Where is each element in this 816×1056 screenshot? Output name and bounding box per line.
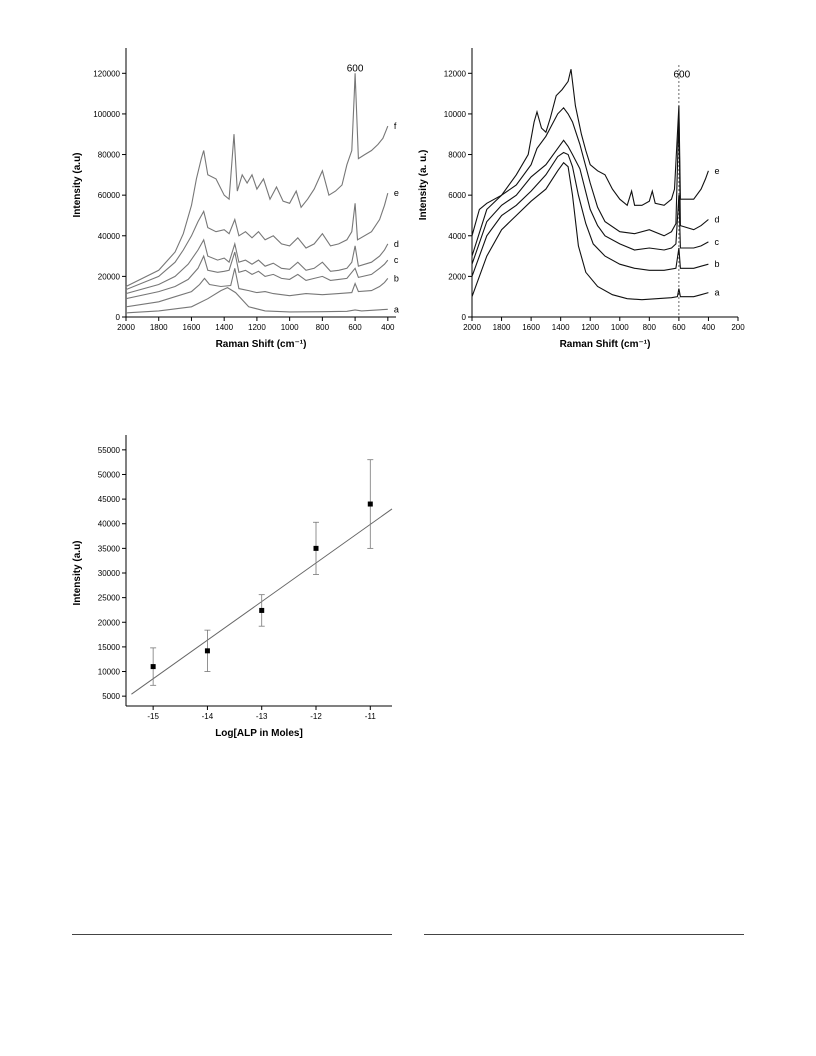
- x-tick-label: 200: [731, 323, 745, 332]
- series-label-f: f: [393, 121, 397, 132]
- y-tick-label: 10000: [443, 109, 466, 119]
- y-tick-label: 15000: [97, 642, 120, 652]
- x-tick-label: 1200: [248, 323, 266, 332]
- y-tick-label: 6000: [448, 191, 466, 201]
- x-tick-label: -13: [255, 712, 268, 721]
- x-tick-label: 1000: [610, 323, 629, 332]
- data-point: [205, 648, 210, 653]
- series-label-e: e: [393, 188, 399, 199]
- series-label-d: d: [393, 238, 399, 249]
- y-tick-label: 12000: [443, 69, 466, 79]
- x-tick-label: -11: [364, 712, 376, 721]
- series-label-e: e: [714, 165, 720, 176]
- series-label-d: d: [714, 214, 720, 225]
- y-tick-label: 4000: [448, 231, 466, 241]
- x-tick-label: -12: [310, 712, 322, 721]
- series-line-c: [472, 140, 708, 264]
- y-tick-label: 80000: [97, 150, 120, 160]
- x-tick-label: 800: [642, 323, 657, 332]
- series-line-f: [126, 73, 388, 286]
- y-tick-label: 100000: [93, 109, 120, 119]
- series-line-b: [472, 153, 708, 277]
- y-tick-label: 55000: [97, 445, 120, 455]
- series-label-c: c: [714, 236, 719, 247]
- x-tick-label: 600: [348, 323, 362, 332]
- x-tick-label: 1200: [581, 323, 600, 332]
- y-tick-label: 25000: [97, 593, 120, 603]
- x-tick-label: 1800: [492, 323, 511, 332]
- y-tick-label: 40000: [97, 519, 120, 529]
- raman-spectra-plot-1: [60, 40, 405, 370]
- data-point: [259, 608, 264, 613]
- raman-spectra-chart-2: [410, 40, 755, 375]
- y-axis-label: Intensity (a. u.): [418, 149, 429, 221]
- series-label-a: a: [393, 304, 399, 315]
- footnote-divider-left: [72, 934, 392, 935]
- raman-spectra-plot-2: [410, 40, 755, 370]
- x-tick-label: 800: [315, 323, 330, 332]
- series-line-b: [126, 268, 388, 307]
- series-line-c: [126, 252, 388, 299]
- x-tick-label: 600: [672, 323, 686, 332]
- y-tick-label: 20000: [97, 272, 120, 282]
- calibration-scatter-plot: [60, 425, 405, 755]
- footnote-divider-right: [424, 934, 744, 935]
- raman-spectra-chart-1: [60, 40, 405, 375]
- y-tick-label: 60000: [97, 191, 120, 201]
- series-line-e: [126, 193, 388, 290]
- series-label-a: a: [714, 287, 720, 298]
- series-label-c: c: [393, 255, 399, 266]
- y-axis-label: Intensity (a.u): [72, 540, 83, 606]
- y-tick-label: 50000: [97, 470, 120, 480]
- series-label-b: b: [714, 259, 720, 270]
- x-tick-label: 400: [701, 323, 716, 332]
- y-tick-label: 5000: [102, 692, 120, 702]
- peak-annotation: 600: [673, 69, 691, 81]
- data-point: [314, 546, 319, 551]
- y-tick-label: 45000: [97, 495, 120, 505]
- x-tick-label: 1600: [522, 323, 541, 332]
- y-axis-label: Intensity (a.u): [72, 152, 83, 218]
- y-tick-label: 0: [461, 313, 466, 322]
- data-point: [368, 502, 373, 507]
- x-tick-label: 2000: [463, 323, 481, 332]
- x-tick-label: 1000: [280, 323, 299, 332]
- x-tick-label: 400: [381, 323, 395, 332]
- x-tick-label: 1800: [149, 323, 168, 332]
- x-axis-label: Log[ALP in Moles]: [215, 728, 303, 739]
- x-tick-label: -14: [201, 712, 214, 721]
- peak-annotation: 600: [346, 63, 364, 75]
- y-tick-label: 2000: [448, 272, 466, 282]
- x-tick-label: -15: [147, 712, 159, 721]
- series-label-b: b: [393, 273, 399, 284]
- y-tick-label: 10000: [97, 667, 120, 677]
- y-tick-label: 0: [115, 313, 120, 322]
- x-axis-label: Raman Shift (cm⁻¹): [215, 339, 307, 350]
- series-line-d: [472, 108, 708, 256]
- x-axis-label: Raman Shift (cm⁻¹): [559, 339, 651, 350]
- x-tick-label: 1400: [551, 323, 570, 332]
- y-tick-label: 8000: [448, 150, 466, 160]
- x-tick-label: 2000: [117, 323, 135, 332]
- calibration-scatter-chart: [60, 425, 405, 760]
- y-tick-label: 120000: [93, 69, 120, 79]
- x-tick-label: 1400: [215, 323, 234, 332]
- y-tick-label: 40000: [97, 231, 120, 241]
- y-tick-label: 30000: [97, 569, 120, 578]
- data-point: [151, 664, 156, 669]
- x-tick-label: 1600: [182, 323, 201, 332]
- y-tick-label: 20000: [97, 618, 120, 628]
- series-line-d: [126, 240, 388, 294]
- y-tick-label: 35000: [97, 544, 120, 554]
